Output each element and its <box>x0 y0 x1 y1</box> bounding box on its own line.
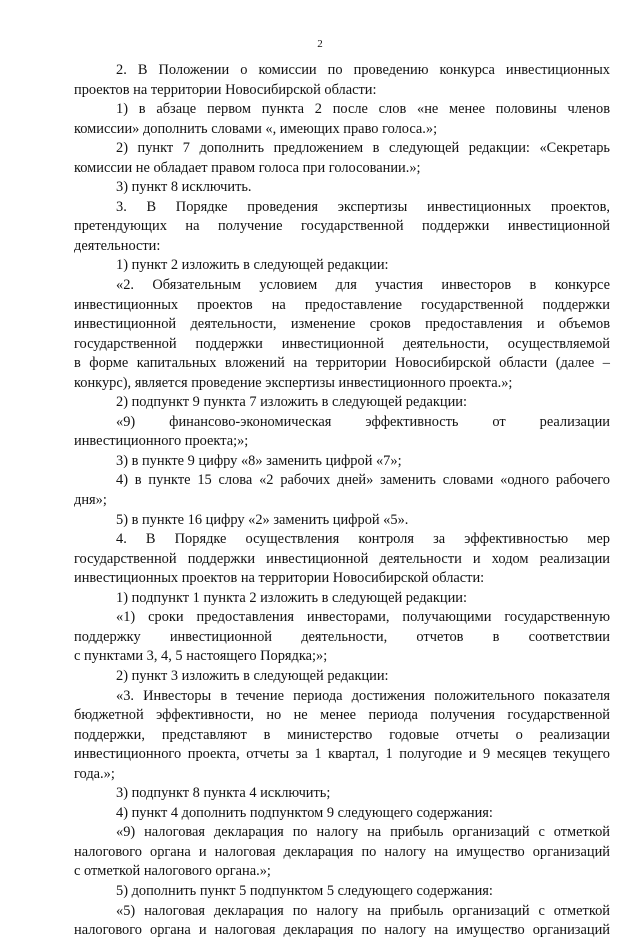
paragraph <box>74 471 610 510</box>
text-line: поддержки, представляют в министерство годовые отчеты о реализации <box>74 726 610 743</box>
paragraph <box>74 882 610 902</box>
paragraph <box>74 804 610 824</box>
paragraph <box>74 823 610 882</box>
paragraph <box>74 511 610 531</box>
text-line: 2) пункт 7 дополнить предложением в следующей редакции: «Секретарь <box>116 140 610 157</box>
paragraph <box>74 530 610 589</box>
text-line: 4) в пункте 15 слова «2 рабочих дней» заменить словами «одного рабочего <box>116 472 610 489</box>
text-line: инвестиционных проектов на территории Новосибирской области: <box>74 570 485 587</box>
text-line: 5) в пункте 16 цифру «2» заменить цифрой «5». <box>116 511 409 528</box>
paragraph <box>74 784 610 804</box>
text-line: «9) финансово-экономическая эффективность от реализации <box>116 413 610 430</box>
paragraph <box>74 178 610 198</box>
text-line: государственной поддержки инвестиционной деятельности, осуществляемой <box>74 335 610 352</box>
paragraph <box>74 608 610 667</box>
text-line: бюджетной эффективности, но не менее периода получения государственной <box>74 707 610 724</box>
text-line: дня»; <box>74 492 107 509</box>
text-line: 3) пункт 8 исключить. <box>116 179 252 196</box>
paragraph <box>74 902 610 941</box>
text-line: 1) пункт 2 изложить в следующей редакции: <box>116 257 389 274</box>
text-line: с пунктами 3, 4, 5 настоящего Порядка;»; <box>74 648 328 665</box>
paragraph <box>74 452 610 472</box>
text-line: «9) налоговая декларация по налогу на прибыль организаций с отметкой <box>116 824 610 841</box>
text-line: налогового органа и налоговая декларация по налогу на имущество организаций <box>74 843 610 860</box>
text-line: 1) в абзаце первом пункта 2 после слов «не менее половины членов <box>116 101 610 118</box>
text-line: 4. В Порядке осуществления контроля за эффективностью мер <box>116 531 610 548</box>
text-line: 3) в пункте 9 цифру «8» заменить цифрой «7»; <box>116 452 402 469</box>
paragraph <box>74 393 610 413</box>
text-line: государственной поддержки инвестиционной деятельности и ходом реализации <box>74 550 610 567</box>
paragraph <box>74 589 610 609</box>
paragraph <box>74 687 610 785</box>
text-line: инвестиционного проекта;»; <box>74 433 249 450</box>
text-line: инвестиционных проектов на предоставление государственной поддержки <box>74 296 610 313</box>
text-line: налогового органа и налоговая декларация по налогу на имущество организаций <box>74 922 610 939</box>
paragraph <box>74 276 610 393</box>
text-line: конкурс), является проведение экспертизы инвестиционного проекта.»; <box>74 374 513 391</box>
text-line: комиссии» дополнить словами «, имеющих право голоса.»; <box>74 120 438 137</box>
text-line: 4) пункт 4 дополнить подпунктом 9 следующего содержания: <box>116 804 493 821</box>
text-line: года.»; <box>74 765 115 782</box>
text-line: комиссии не обладает правом голоса при голосовании.»; <box>74 159 421 176</box>
paragraph <box>74 139 610 178</box>
paragraph <box>74 413 610 452</box>
paragraph <box>74 256 610 276</box>
text-line: 3. В Порядке проведения экспертизы инвестиционных проектов, <box>116 198 610 215</box>
text-line: претендующих на получение государственной поддержки инвестиционной <box>74 218 610 235</box>
text-line: «5) налоговая декларация по налогу на прибыль организаций с отметкой <box>116 902 610 919</box>
text-line: в форме капитальных вложений на территории Новосибирской области (далее – <box>74 355 610 372</box>
text-line: инвестиционного проекта, отчеты за 1 квартал, 1 полугодие и 9 месяцев текущего <box>74 746 610 763</box>
text-line: 2) пункт 3 изложить в следующей редакции: <box>116 667 389 684</box>
paragraph <box>74 198 610 257</box>
text-line: проектов на территории Новосибирской области: <box>74 81 377 98</box>
text-line: поддержку инвестиционной деятельности, отчетов в соответствии <box>74 628 610 645</box>
text-line: 2. В Положении о комиссии по проведению конкурса инвестиционных <box>116 62 610 78</box>
text-line: деятельности: <box>74 237 161 254</box>
text-line: с отметкой налогового органа.»; <box>74 863 271 880</box>
document-body <box>74 61 610 941</box>
text-line: 2) подпункт 9 пункта 7 изложить в следующей редакции: <box>116 394 467 411</box>
paragraph <box>74 61 610 100</box>
text-line: «2. Обязательным условием для участия инвесторов в конкурсе <box>116 277 610 294</box>
text-line: инвестиционной деятельности, изменение сроков предоставления и объемов <box>74 316 610 333</box>
paragraph <box>74 667 610 687</box>
text-line: 1) подпункт 1 пункта 2 изложить в следующей редакции: <box>116 589 467 606</box>
text-line: «1) сроки предоставления инвесторами, получающими государственную <box>116 609 610 626</box>
paragraph <box>74 100 610 139</box>
text-line: 3) подпункт 8 пункта 4 исключить; <box>116 785 331 802</box>
page-number: 2 <box>317 38 323 50</box>
text-line: 5) дополнить пункт 5 подпунктом 5 следующего содержания: <box>116 882 493 899</box>
text-line: «3. Инвесторы в течение периода достижения положительного показателя <box>116 687 610 704</box>
